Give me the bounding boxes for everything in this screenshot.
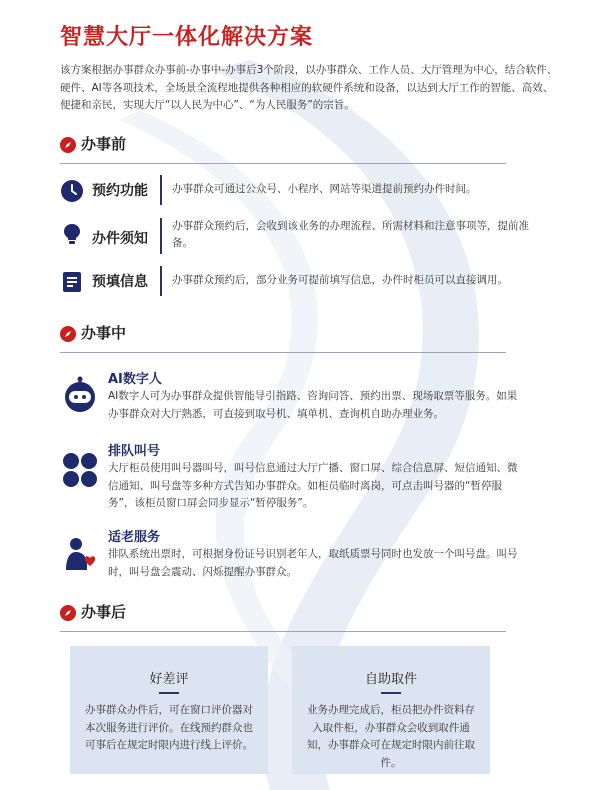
during-item-title: 适老服务: [108, 530, 161, 545]
grid-icon: [60, 450, 100, 490]
section-title-during: 办事中: [81, 324, 127, 342]
section-divider: [60, 631, 506, 632]
compass-icon: [60, 137, 76, 153]
lightbulb-icon: [60, 222, 84, 246]
card-divider: [159, 692, 179, 694]
section-header-before: [60, 133, 506, 159]
before-item-appointment: [60, 175, 540, 215]
robot-icon: [60, 376, 100, 416]
clock-icon: [60, 179, 84, 203]
section-title-after: 办事后: [81, 603, 127, 621]
form-icon: [60, 270, 84, 294]
card-desc: 办事群众办件后，可在窗口评价器对本次服务进行评价。在线预约群众也可事后在规定时限内进行线上评价。: [85, 704, 253, 751]
compass-icon: [60, 326, 76, 342]
intro-paragraph: 该方案根据办事群众办事前-办事中-办事后3个阶段，以办事群众、工作人员、大厅管理为中心，结合软件、硬件、AI等各项技术，全场景全流程地提供各种相应的软硬件系统和设备，以达到大厅工作的智能、高效、便捷和亲民，实现大厅“以人民为中心”、“为人民服务”的宗旨。: [60, 64, 558, 111]
during-item-desc: 排队系统出票时，可根据身份证号识别老年人，取纸质票号同时也发放一个叫号盘。叫号时，叫号盘会震动、闪烁提醒办事群众。: [108, 548, 518, 578]
card-title: 好差评: [149, 672, 189, 687]
after-card-pickup: [292, 646, 490, 774]
during-item-desc: AI数字人可为办事群众提供智能导引指路、咨询问答、预约出票、现场取票等服务。如果办事群众对大厅熟悉，可直接到取号机、填单机、查询机自助办理业务。: [108, 390, 518, 420]
section-divider: [60, 352, 506, 353]
card-divider: [381, 692, 401, 694]
elderly-care-icon: [60, 534, 100, 574]
section-divider: [60, 163, 506, 164]
page-title: 智慧大厅一体化解决方案: [60, 25, 314, 50]
before-item-label: 预填信息: [92, 274, 148, 290]
card-title: 自助取件: [364, 672, 417, 687]
compass-icon: [60, 605, 76, 621]
during-item-desc: 大厅柜员使用叫号器叫号，叫号信息通过大厅广播、窗口屏、综合信息屏、短信通知、微信通知、叫号盘等多种方式告知办事群众。如柜员临时离岗，可点击叫号器的“暂停服务”，该柜员窗口屏会同步显示“暂停服务”。: [108, 462, 518, 509]
section-header-during: [60, 322, 506, 348]
section-header-after: [60, 601, 506, 627]
item-divider: [160, 175, 162, 205]
section-title-before: 办事前: [81, 135, 127, 153]
before-item-label: 办件须知: [92, 231, 148, 247]
before-item-desc: 办事群众可通过公众号、小程序、网站等渠道提前预约办件时间。: [172, 183, 477, 195]
card-desc: 业务办理完成后，柜员把办件资料存入取件柜，办事群众会收到取件通知，办事群众可在规定时限内前往取件。: [307, 704, 475, 769]
during-item-title: AI数字人: [108, 372, 162, 387]
before-item-notice: [60, 218, 540, 258]
before-item-desc: 办事群众预约后，部分业务可提前填写信息，办件时柜员可以直接调用。: [172, 274, 508, 286]
after-card-evaluation: [70, 646, 268, 774]
before-item-prefill: [60, 266, 540, 306]
before-item-label: 预约功能: [92, 183, 148, 199]
item-divider: [160, 266, 162, 296]
before-item-desc: 办事群众预约后，会收到该业务的办理流程、所需材料和注意事项等，提前准备。: [172, 220, 529, 249]
during-item-title: 排队叫号: [108, 444, 161, 459]
item-divider: [160, 218, 162, 254]
